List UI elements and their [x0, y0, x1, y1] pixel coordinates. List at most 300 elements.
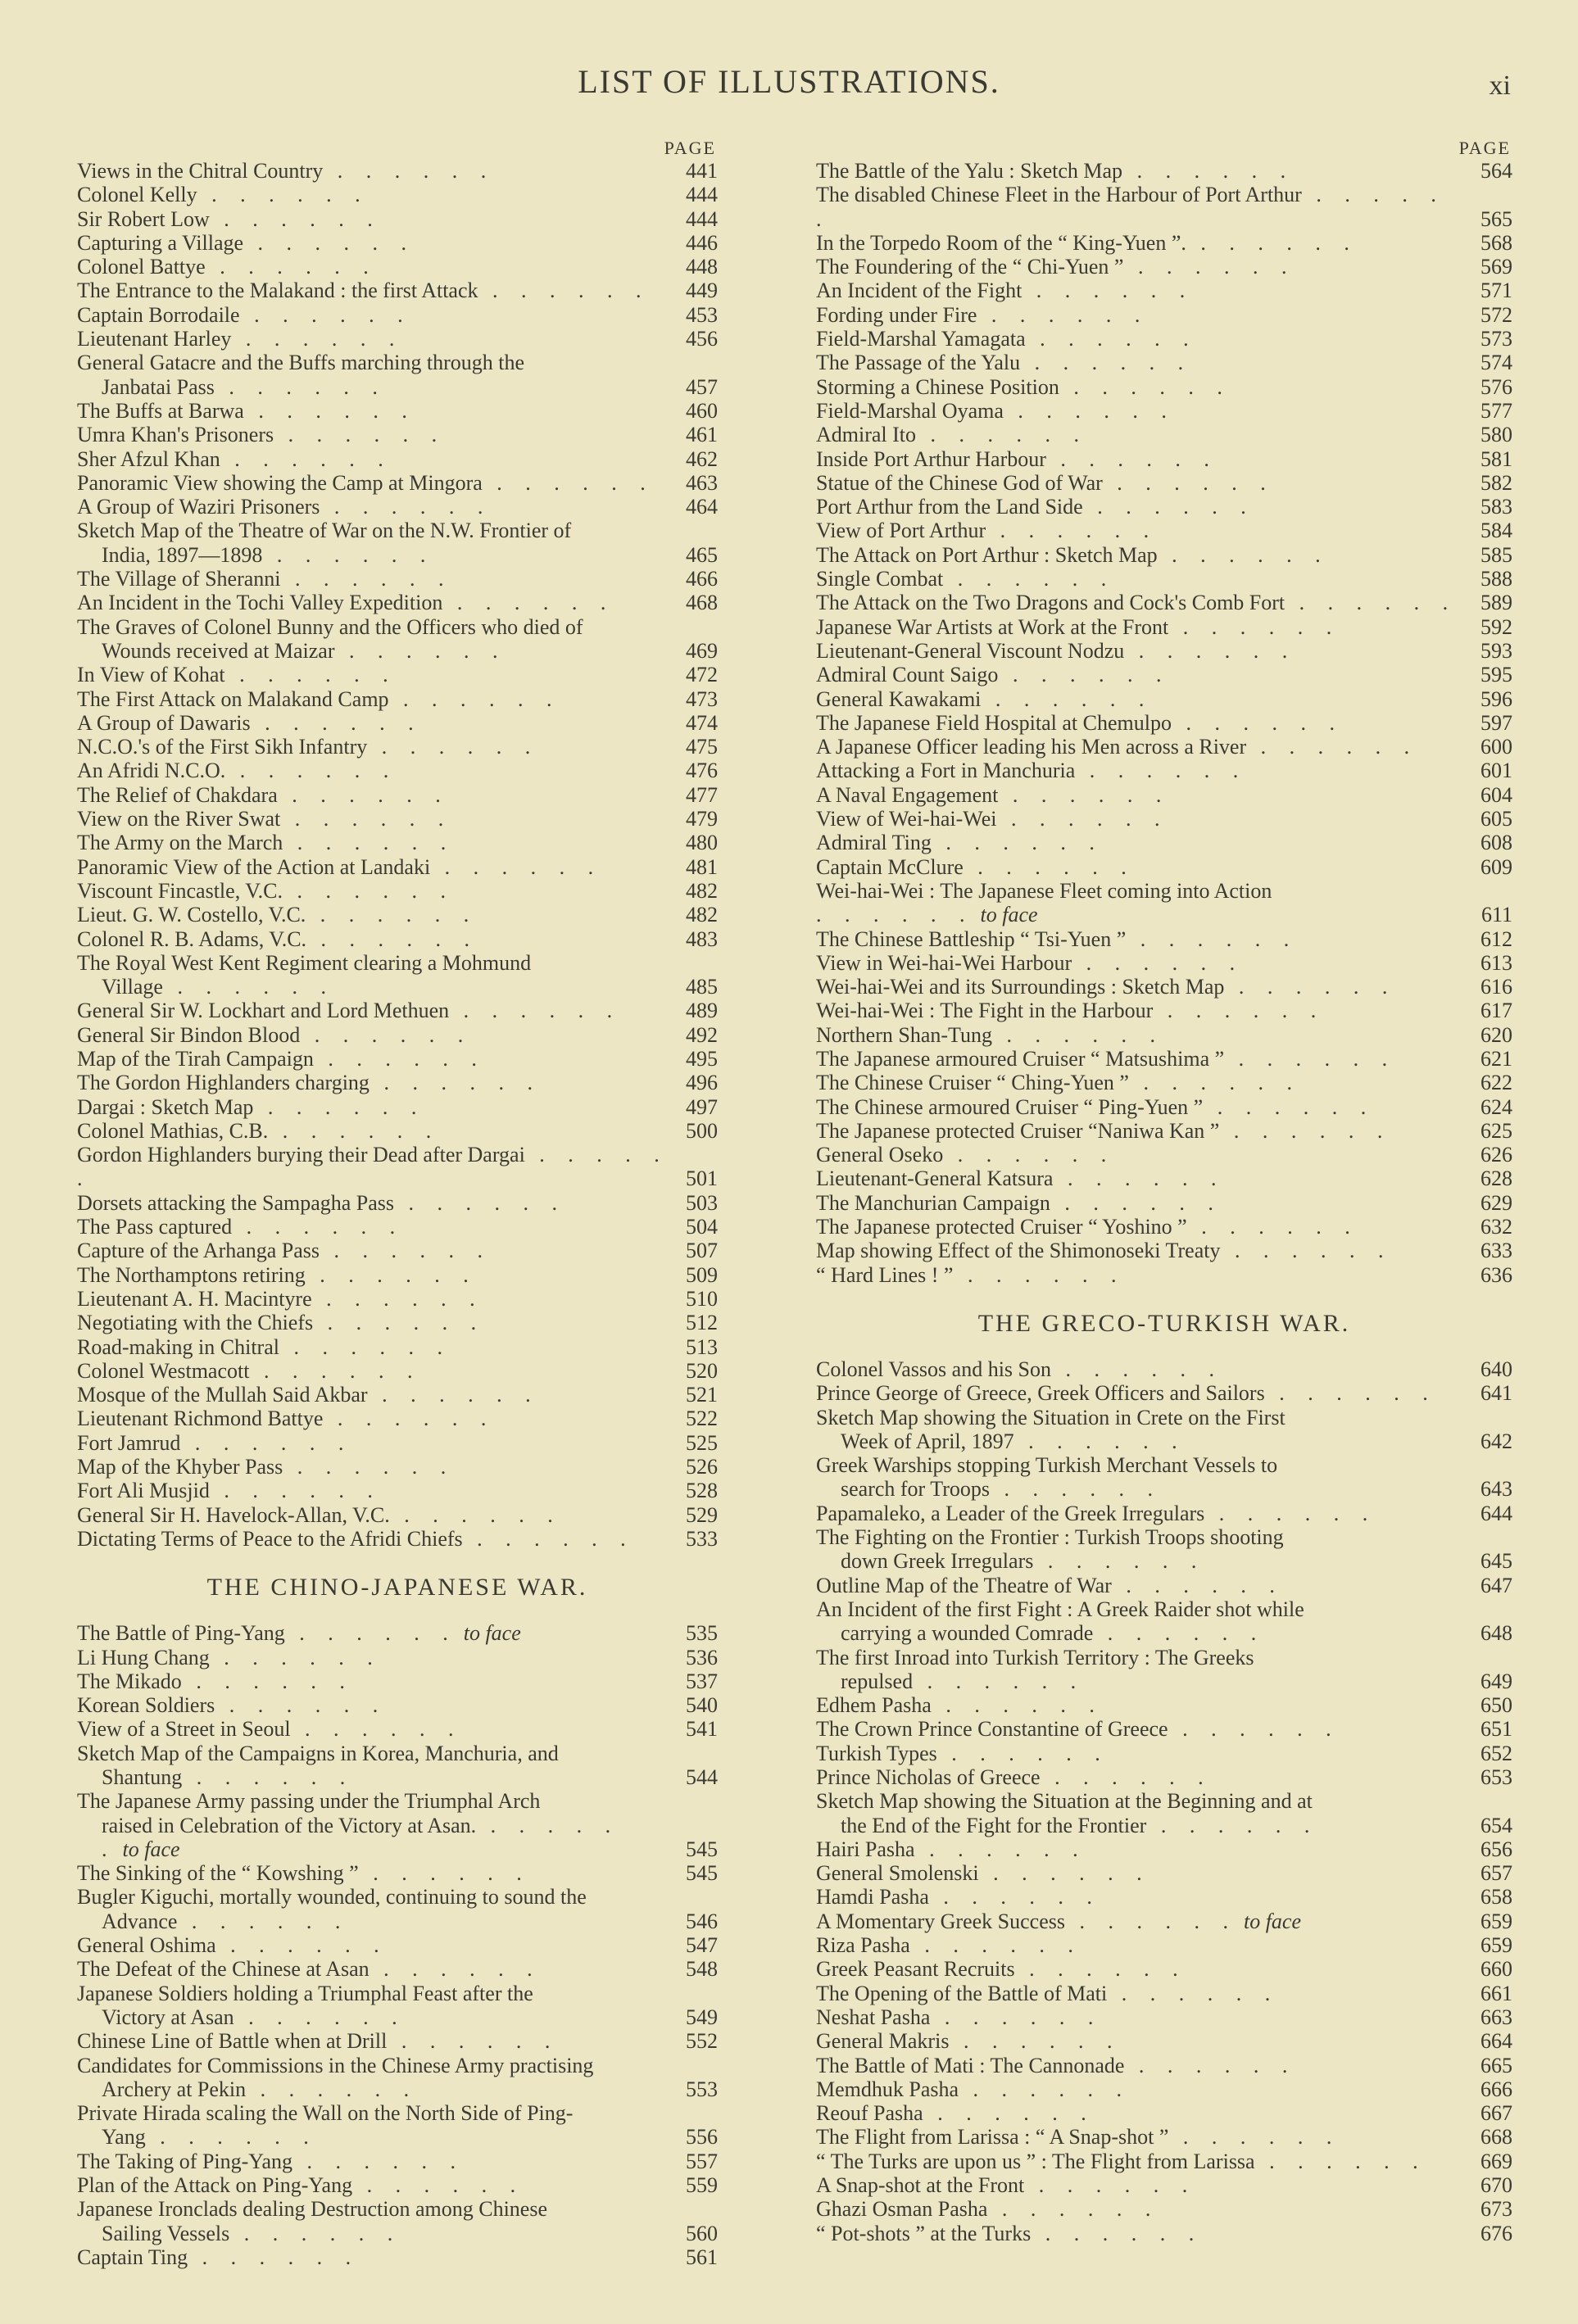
toc-entry	[816, 543, 1512, 567]
dot-leader: . . . . . .	[1022, 279, 1195, 303]
toc-entry	[77, 423, 718, 446]
toc-entry	[77, 1742, 718, 1765]
entry-title: Colonel Westmacott	[77, 1358, 250, 1383]
entry-page-number: 626	[1468, 1143, 1512, 1167]
entry-page-number: 659	[1468, 1933, 1512, 1957]
toc-entry	[77, 1479, 718, 1502]
toc-entry	[77, 1359, 718, 1383]
dot-leader: . . . . . .	[1124, 638, 1297, 663]
entry-page-number: 475	[673, 735, 718, 759]
entry-title: Janbatai Pass	[102, 374, 215, 399]
entry-title: Prince Nicholas of Greece	[816, 1765, 1041, 1789]
dot-leader: . . . . . .	[943, 567, 1116, 591]
entry-page-number: 669	[1468, 2150, 1512, 2173]
dot-leader: . . . . . .	[320, 1239, 492, 1263]
entry-title: Port Arthur from the Land Side	[816, 495, 1083, 519]
dot-leader: . . . . . .	[323, 159, 496, 183]
toc-entry	[816, 687, 1512, 711]
entry-title: Wounds received at Maizar	[102, 638, 335, 663]
toc-entry	[77, 1191, 718, 1215]
entry-title: The Battle of the Yalu : Sketch Map	[816, 159, 1123, 183]
entry-page-number: 468	[673, 591, 718, 614]
toc-entry	[816, 1621, 1512, 1645]
entry-page-number: 485	[673, 975, 718, 999]
entry-title: Japanese War Artists at Work at the Front	[816, 614, 1169, 639]
illustration-list	[816, 1357, 1512, 2245]
entry-page-number: 441	[673, 159, 718, 183]
entry-title: General Smolenski	[816, 1861, 979, 1886]
toc-entry	[77, 1621, 718, 1645]
entry-page-number: 608	[1468, 831, 1512, 854]
toc-entry	[816, 1143, 1512, 1167]
entry-page-number: 576	[1468, 375, 1512, 399]
toc-entry	[77, 1765, 718, 1789]
entry-title: N.C.O.'s of the First Sikh Infantry	[77, 735, 368, 759]
entry-title: View of a Street in Seoul	[77, 1717, 291, 1742]
entry-page-number: 577	[1468, 399, 1512, 423]
dot-leader: . . . . . .	[928, 1885, 1101, 1909]
toc-entry	[77, 1287, 718, 1311]
dot-leader: . . . . . .	[277, 782, 450, 807]
toc-entry	[77, 1239, 718, 1262]
entry-title: The Entrance to the Malakand : the first Attack	[77, 279, 478, 303]
toc-entry	[816, 1861, 1512, 1885]
entry-title: Capture of the Arhanga Pass	[77, 1239, 320, 1263]
dot-leader: . . . . . .	[1093, 1621, 1266, 1646]
entry-page-number: 588	[1468, 567, 1512, 591]
entry-page-number: 605	[1468, 807, 1512, 831]
entry-title: View in Wei-hai-Wei Harbour	[816, 950, 1072, 975]
entry-title: Panoramic View of the Action at Landaki	[77, 854, 431, 879]
dot-leader: . . . . . .	[305, 1262, 478, 1287]
toc-entry	[816, 375, 1512, 399]
dot-leader: . . . . . .	[268, 1118, 441, 1143]
dot-leader: . . . . . .	[313, 1046, 486, 1071]
dot-leader: . . . . . .	[279, 1334, 451, 1359]
entry-page-number: 652	[1468, 1742, 1512, 1765]
toc-entry	[77, 1407, 718, 1430]
toc-entry	[816, 2150, 1512, 2173]
entry-title: The Taking of Ping-Yang	[77, 2149, 292, 2173]
entry-page-number: 670	[1468, 2173, 1512, 2197]
entry-page-number: 568	[1468, 231, 1512, 255]
entry-page-number: 572	[1468, 303, 1512, 327]
toc-entry	[77, 567, 718, 591]
entry-page-number: 547	[673, 1933, 718, 1957]
entry-title: Turkish Types	[816, 1741, 937, 1765]
dot-leader: . . . . . .	[1264, 1381, 1437, 1406]
toc-entry	[77, 543, 718, 567]
entry-title: Yang	[102, 2125, 146, 2150]
entry-page-number: 622	[1468, 1071, 1512, 1094]
entry-title: Admiral Ito	[816, 423, 917, 447]
dot-leader: . . . . . .	[177, 1909, 350, 1933]
entry-page-number: 609	[1468, 855, 1512, 879]
entry-page-number: 500	[673, 1119, 718, 1143]
dot-leader: . . . . . .	[239, 302, 412, 327]
toc-entry	[77, 1071, 718, 1094]
toc-entry	[816, 1215, 1512, 1239]
entry-page-number: 643	[1468, 1477, 1512, 1501]
entry-page-number: 474	[673, 711, 718, 735]
entry-page-number: 657	[1468, 1861, 1512, 1885]
dot-leader: . . . . . .	[229, 2221, 402, 2245]
entry-title: A Naval Engagement	[816, 782, 999, 807]
entry-page-number: 665	[1468, 2054, 1512, 2077]
entry-page-number: 565	[1468, 207, 1512, 231]
toc-entry	[77, 1527, 718, 1551]
entry-title: Admiral Count Saigo	[816, 663, 999, 687]
dot-leader: . . . . . .	[311, 1286, 484, 1311]
dot-leader: . . . . . .	[162, 975, 335, 999]
dot-leader: . . . . . .	[913, 1669, 1086, 1693]
dot-leader: . . . . . .	[225, 759, 398, 783]
toc-entry	[816, 2077, 1512, 2101]
dot-leader: . . . . . .	[300, 1022, 473, 1047]
dot-leader: . . . . . .	[1204, 1501, 1377, 1525]
entry-title: Bugler Kiguchi, mortally wounded, continuing to sound the	[77, 1885, 587, 1909]
entry-page-number: 571	[1468, 279, 1512, 302]
toc-entry	[77, 2197, 718, 2221]
entry-title: A Snap-shot at the Front	[816, 2173, 1025, 2198]
dot-leader: . . . . . .	[180, 1430, 353, 1455]
toc-entry	[816, 1502, 1512, 1525]
toc-entry	[77, 1933, 718, 1957]
entry-title: Archery at Pekin	[102, 2077, 247, 2101]
entry-title: Map showing Effect of the Shimonoseki Treaty	[816, 1239, 1221, 1263]
toc-entry	[77, 1047, 718, 1071]
toc-entry	[77, 1143, 718, 1191]
entry-title: The Foundering of the “ Chi-Yuen ”	[816, 255, 1124, 279]
toc-entry	[816, 1453, 1512, 1477]
dot-leader: . . . . . .	[250, 710, 423, 735]
entry-title: Neshat Pasha	[816, 2005, 931, 2029]
toc-entry	[816, 1071, 1512, 1094]
entry-title: search for Troops	[841, 1477, 990, 1502]
entry-page-number: 645	[1468, 1549, 1512, 1573]
entry-page-number: 460	[673, 399, 718, 423]
entry-title: repulsed	[841, 1669, 914, 1693]
entry-title: Admiral Ting	[816, 831, 932, 855]
dot-leader: . . . . . .	[1107, 1981, 1280, 2005]
dot-leader: . . . . . .	[262, 542, 435, 567]
entry-page-number: 545	[673, 1861, 718, 1885]
entry-page-number: 503	[673, 1191, 718, 1215]
dot-leader: . . . . . .	[215, 1693, 388, 1718]
entry-title: The Chinese armoured Cruiser “ Ping-Yuen ”	[816, 1094, 1204, 1119]
entry-title: General Makris	[816, 2029, 950, 2054]
dot-leader: . . . . . .	[990, 1477, 1162, 1502]
entry-title: Negotiating with the Chiefs	[77, 1311, 314, 1335]
dot-leader: . . . . . .	[1146, 1813, 1319, 1837]
toc-entry	[816, 1789, 1512, 1813]
entry-title: Advance	[102, 1909, 178, 1933]
dot-leader: . . . . . .	[1219, 1118, 1392, 1143]
entry-page-number: 540	[673, 1693, 718, 1717]
entry-page-number: 660	[1468, 1957, 1512, 1981]
entry-title: Statue of the Chinese God of War	[816, 470, 1103, 495]
entry-page-number: 556	[673, 2125, 718, 2149]
entry-page-number: 549	[673, 2005, 718, 2029]
entry-page-number: 596	[1468, 687, 1512, 711]
entry-page-number: 651	[1468, 1717, 1512, 1741]
entry-title: Sketch Map of the Campaigns in Korea, Manchuria, and	[77, 1741, 559, 1765]
toc-entry	[816, 279, 1512, 302]
entry-page-number: 476	[673, 759, 718, 782]
entry-title: General Oshima	[77, 1933, 216, 1958]
dot-leader: . . . . . .	[243, 230, 416, 255]
to-face-label: to face	[463, 1621, 521, 1646]
entry-title: Field-Marshal Oyama	[816, 398, 1004, 423]
toc-entry	[77, 1885, 718, 1909]
entry-page-number: 636	[1468, 1263, 1512, 1287]
entry-title: Storming a Chinese Position	[816, 374, 1059, 399]
toc-entry	[816, 951, 1512, 975]
toc-entry	[77, 687, 718, 711]
toc-entry	[77, 2222, 718, 2245]
page-column-label: PAGE	[1458, 138, 1511, 158]
toc-entry	[816, 1095, 1512, 1119]
toc-entry	[77, 783, 718, 807]
dot-leader: . . . . . .	[998, 782, 1171, 807]
toc-entry	[77, 807, 718, 831]
entry-page-number: 633	[1468, 1239, 1512, 1262]
entry-title: “ Pot-shots ” at the Turks	[816, 2221, 1032, 2245]
entry-title: Sher Afzul Khan	[77, 446, 220, 471]
entry-page-number: 644	[1468, 1502, 1512, 1525]
toc-entry	[77, 975, 718, 999]
dot-leader: . . . . . .	[1072, 950, 1245, 975]
toc-entry	[77, 159, 718, 183]
toc-entry	[816, 255, 1512, 279]
entry-title: Plan of the Attack on Ping-Yang	[77, 2173, 353, 2198]
entry-title: A Momentary Greek Success	[816, 1909, 1065, 1933]
dot-leader: . . . . . .	[234, 2005, 406, 2029]
entry-title: In the Torpedo Room of the “ King-Yuen ”.	[816, 230, 1186, 255]
toc-entry	[77, 1717, 718, 1741]
entry-page-number: 448	[673, 255, 718, 279]
dot-leader: . . . . . .	[290, 1717, 463, 1742]
entry-title: Capturing a Village	[77, 230, 244, 255]
toc-entry	[77, 1311, 718, 1334]
dot-leader: . . . . . .	[249, 1358, 422, 1383]
entry-page-number: 601	[1468, 759, 1512, 782]
entry-page-number: 513	[673, 1335, 718, 1359]
dot-leader: . . . . . .	[197, 183, 370, 207]
toc-entry	[77, 1023, 718, 1047]
entry-title: Field-Marshal Yamagata	[816, 327, 1026, 351]
dot-leader: . . . . . .	[323, 1407, 496, 1431]
toc-entry	[816, 855, 1512, 879]
entry-page-number: 641	[1468, 1381, 1512, 1405]
toc-entry	[77, 615, 718, 639]
entry-title: The Passage of the Yalu	[816, 351, 1021, 375]
right-column	[816, 138, 1512, 2245]
dot-leader: . . . . . .	[987, 2197, 1160, 2222]
entry-page-number: 444	[673, 183, 718, 206]
entry-title: The First Attack on Malakand Camp	[77, 686, 389, 711]
entry-title: An Incident in the Tochi Valley Expedition	[77, 591, 443, 615]
toc-entry	[77, 519, 718, 542]
toc-entry	[77, 711, 718, 735]
dot-leader: . . . . . .	[334, 638, 507, 663]
entry-page-number: 492	[673, 1023, 718, 1047]
toc-entry	[816, 927, 1512, 951]
dot-leader: . . . . . .	[1045, 446, 1218, 471]
section-title: THE CHINO-JAPANESE WAR.	[206, 1574, 588, 1601]
dot-leader: . . . . . .	[963, 854, 1136, 879]
dot-leader: . . . . . .	[1153, 999, 1326, 1023]
toc-entry	[816, 1717, 1512, 1741]
dot-leader: . . . . . .	[1168, 1717, 1340, 1742]
entry-title: The Japanese protected Cruiser “Naniwa Kan ”	[816, 1118, 1220, 1143]
entry-page-number: 521	[673, 1383, 718, 1407]
entry-page-number: 659	[1468, 1909, 1512, 1933]
entry-page-number: 461	[673, 423, 718, 446]
toc-entry	[77, 2125, 718, 2149]
entry-title: Lieut. G. W. Costello, V.C.	[77, 903, 306, 927]
dot-leader: . . . . . .	[1013, 1429, 1186, 1453]
entry-page-number: 536	[673, 1646, 718, 1669]
entry-page-number: 544	[673, 1765, 718, 1789]
dot-leader: . . . . . .	[816, 183, 1445, 231]
page-column-label: PAGE	[664, 138, 716, 158]
entry-page-number: 446	[673, 231, 718, 255]
entry-title: Victory at Asan	[102, 2005, 234, 2029]
dot-leader: . . . . . .	[931, 1693, 1104, 1718]
dot-leader: . . . . . .	[991, 1022, 1164, 1047]
entry-page-number: 653	[1468, 1765, 1512, 1789]
entry-page-number: 580	[1468, 423, 1512, 446]
dot-leader: . . . . . .	[1033, 1549, 1206, 1574]
entry-title: Colonel R. B. Adams, V.C.	[77, 926, 307, 951]
entry-page-number: 479	[673, 807, 718, 831]
dot-leader: . . . . . .	[1128, 1071, 1301, 1095]
toc-entry	[77, 1383, 718, 1407]
dot-leader: . . . . . .	[320, 495, 492, 519]
entry-page-number: 546	[673, 1909, 718, 1933]
entry-page-number: 522	[673, 1407, 718, 1430]
dot-leader: . . . . . .	[1124, 2053, 1297, 2077]
dot-leader: . . . . . .	[283, 1455, 456, 1479]
dot-leader: . . . . . .	[77, 1143, 669, 1191]
dot-leader: . . . . . .	[246, 2077, 419, 2101]
toc-entry	[77, 183, 718, 206]
dot-leader: . . . . . .	[209, 206, 382, 231]
dot-leader: . . . . . .	[1203, 1094, 1376, 1119]
toc-entry	[77, 927, 718, 951]
entry-page-number: 673	[1468, 2197, 1512, 2221]
dot-leader: . . . . . .	[986, 519, 1159, 543]
toc-entry	[816, 999, 1512, 1022]
entry-page-number: 472	[673, 663, 718, 686]
entry-title: The Japanese Army passing under the Triumphal Arch	[77, 1789, 541, 1814]
toc-entry	[816, 567, 1512, 591]
entry-page-number: 560	[673, 2222, 718, 2245]
entry-title: The Japanese Field Hospital at Chemulpo	[816, 710, 1172, 735]
entry-page-number: 504	[673, 1215, 718, 1239]
entry-title: General Gatacre and the Buffs marching through the	[77, 351, 525, 375]
toc-entry	[816, 447, 1512, 471]
dot-leader: . . . . . .	[1050, 1190, 1222, 1215]
dot-leader: . . . . . .	[214, 374, 387, 399]
entry-title: The Japanese armoured Cruiser “ Matsushima ”	[816, 1046, 1225, 1071]
toc-entry	[816, 1765, 1512, 1789]
entry-title: Map of the Tirah Campaign	[77, 1046, 314, 1071]
entry-title: Korean Soldiers	[77, 1693, 215, 1718]
dot-leader: . . . . . .	[1186, 1215, 1359, 1239]
dot-leader: . . . . . .	[1051, 1357, 1223, 1381]
illustration-list	[77, 159, 718, 1551]
entry-page-number: 663	[1468, 2005, 1512, 2029]
toc-entry	[77, 1693, 718, 1717]
toc-entry	[77, 1814, 718, 1862]
entry-page-number: 648	[1468, 1621, 1512, 1645]
toc-entry	[816, 351, 1512, 374]
entry-page-number: 616	[1468, 975, 1512, 999]
toc-entry	[816, 519, 1512, 542]
dot-leader: . . . . . .	[181, 1669, 354, 1693]
dot-leader: . . . . . .	[1254, 2149, 1427, 2173]
dot-leader: . . . . . .	[1285, 591, 1458, 615]
dot-leader: . . . . . .	[1040, 1765, 1213, 1789]
entry-page-number: 574	[1468, 351, 1512, 374]
entry-page-number: 569	[1468, 255, 1512, 279]
entry-page-number: 595	[1468, 663, 1512, 686]
entry-title: The Flight from Larissa : “ A Snap-shot ”	[816, 2125, 1169, 2150]
entry-page-number: 654	[1468, 1814, 1512, 1837]
entry-page-number: 625	[1468, 1119, 1512, 1143]
toc-entry	[816, 1477, 1512, 1501]
entry-title: Umra Khan's Prisoners	[77, 423, 274, 447]
dot-leader: . . . . . .	[232, 1215, 405, 1239]
toc-entry	[816, 1357, 1512, 1381]
entry-page-number: 483	[673, 927, 718, 951]
dot-leader: . . . . . .	[1168, 2125, 1341, 2150]
dot-leader: . . . . . .	[931, 831, 1104, 855]
entry-title: Village	[102, 975, 163, 999]
entry-title: Week of April, 1897	[841, 1429, 1014, 1453]
toc-entry	[77, 231, 718, 255]
entry-title: The disabled Chinese Fleet in the Harbour of Port Arthur	[816, 183, 1302, 207]
entry-title: Road-making in Chitral	[77, 1334, 279, 1359]
entry-page-number: 585	[1468, 543, 1512, 567]
entry-title: The Opening of the Battle of Mati	[816, 1981, 1108, 2005]
toc-entry	[816, 1549, 1512, 1573]
entry-title: The Fighting on the Frontier : Turkish Troops shooting	[816, 1525, 1284, 1550]
entry-title: Gordon Highlanders burying their Dead after Dargai	[77, 1143, 525, 1167]
entry-page-number: 612	[1468, 927, 1512, 951]
entry-page-number: 668	[1468, 2125, 1512, 2149]
entry-page-number: 617	[1468, 999, 1512, 1022]
toc-entry	[816, 759, 1512, 782]
entry-title: Prince George of Greece, Greek Officers and Sailors	[816, 1381, 1265, 1406]
entry-title: General Sir Bindon Blood	[77, 1022, 301, 1047]
toc-entry	[816, 1191, 1512, 1215]
dot-leader: . . . . . .	[442, 591, 615, 615]
entry-title: The Defeat of the Chinese at Asan	[77, 1957, 370, 1982]
entry-page-number: 664	[1468, 2029, 1512, 2053]
toc-entry	[816, 231, 1512, 255]
dot-leader: . . . . . .	[284, 1621, 457, 1646]
dot-leader: . . . . . .	[909, 1933, 1082, 1958]
entry-title: Panoramic View showing the Camp at Mingora	[77, 470, 483, 495]
entry-title: Colonel Vassos and his Son	[816, 1357, 1051, 1381]
dot-leader: . . . . . .	[188, 2245, 360, 2269]
toc-entry	[77, 1909, 718, 1933]
toc-entry	[816, 1742, 1512, 1765]
entry-title: Attacking a Fort in Manchuria	[816, 759, 1076, 783]
